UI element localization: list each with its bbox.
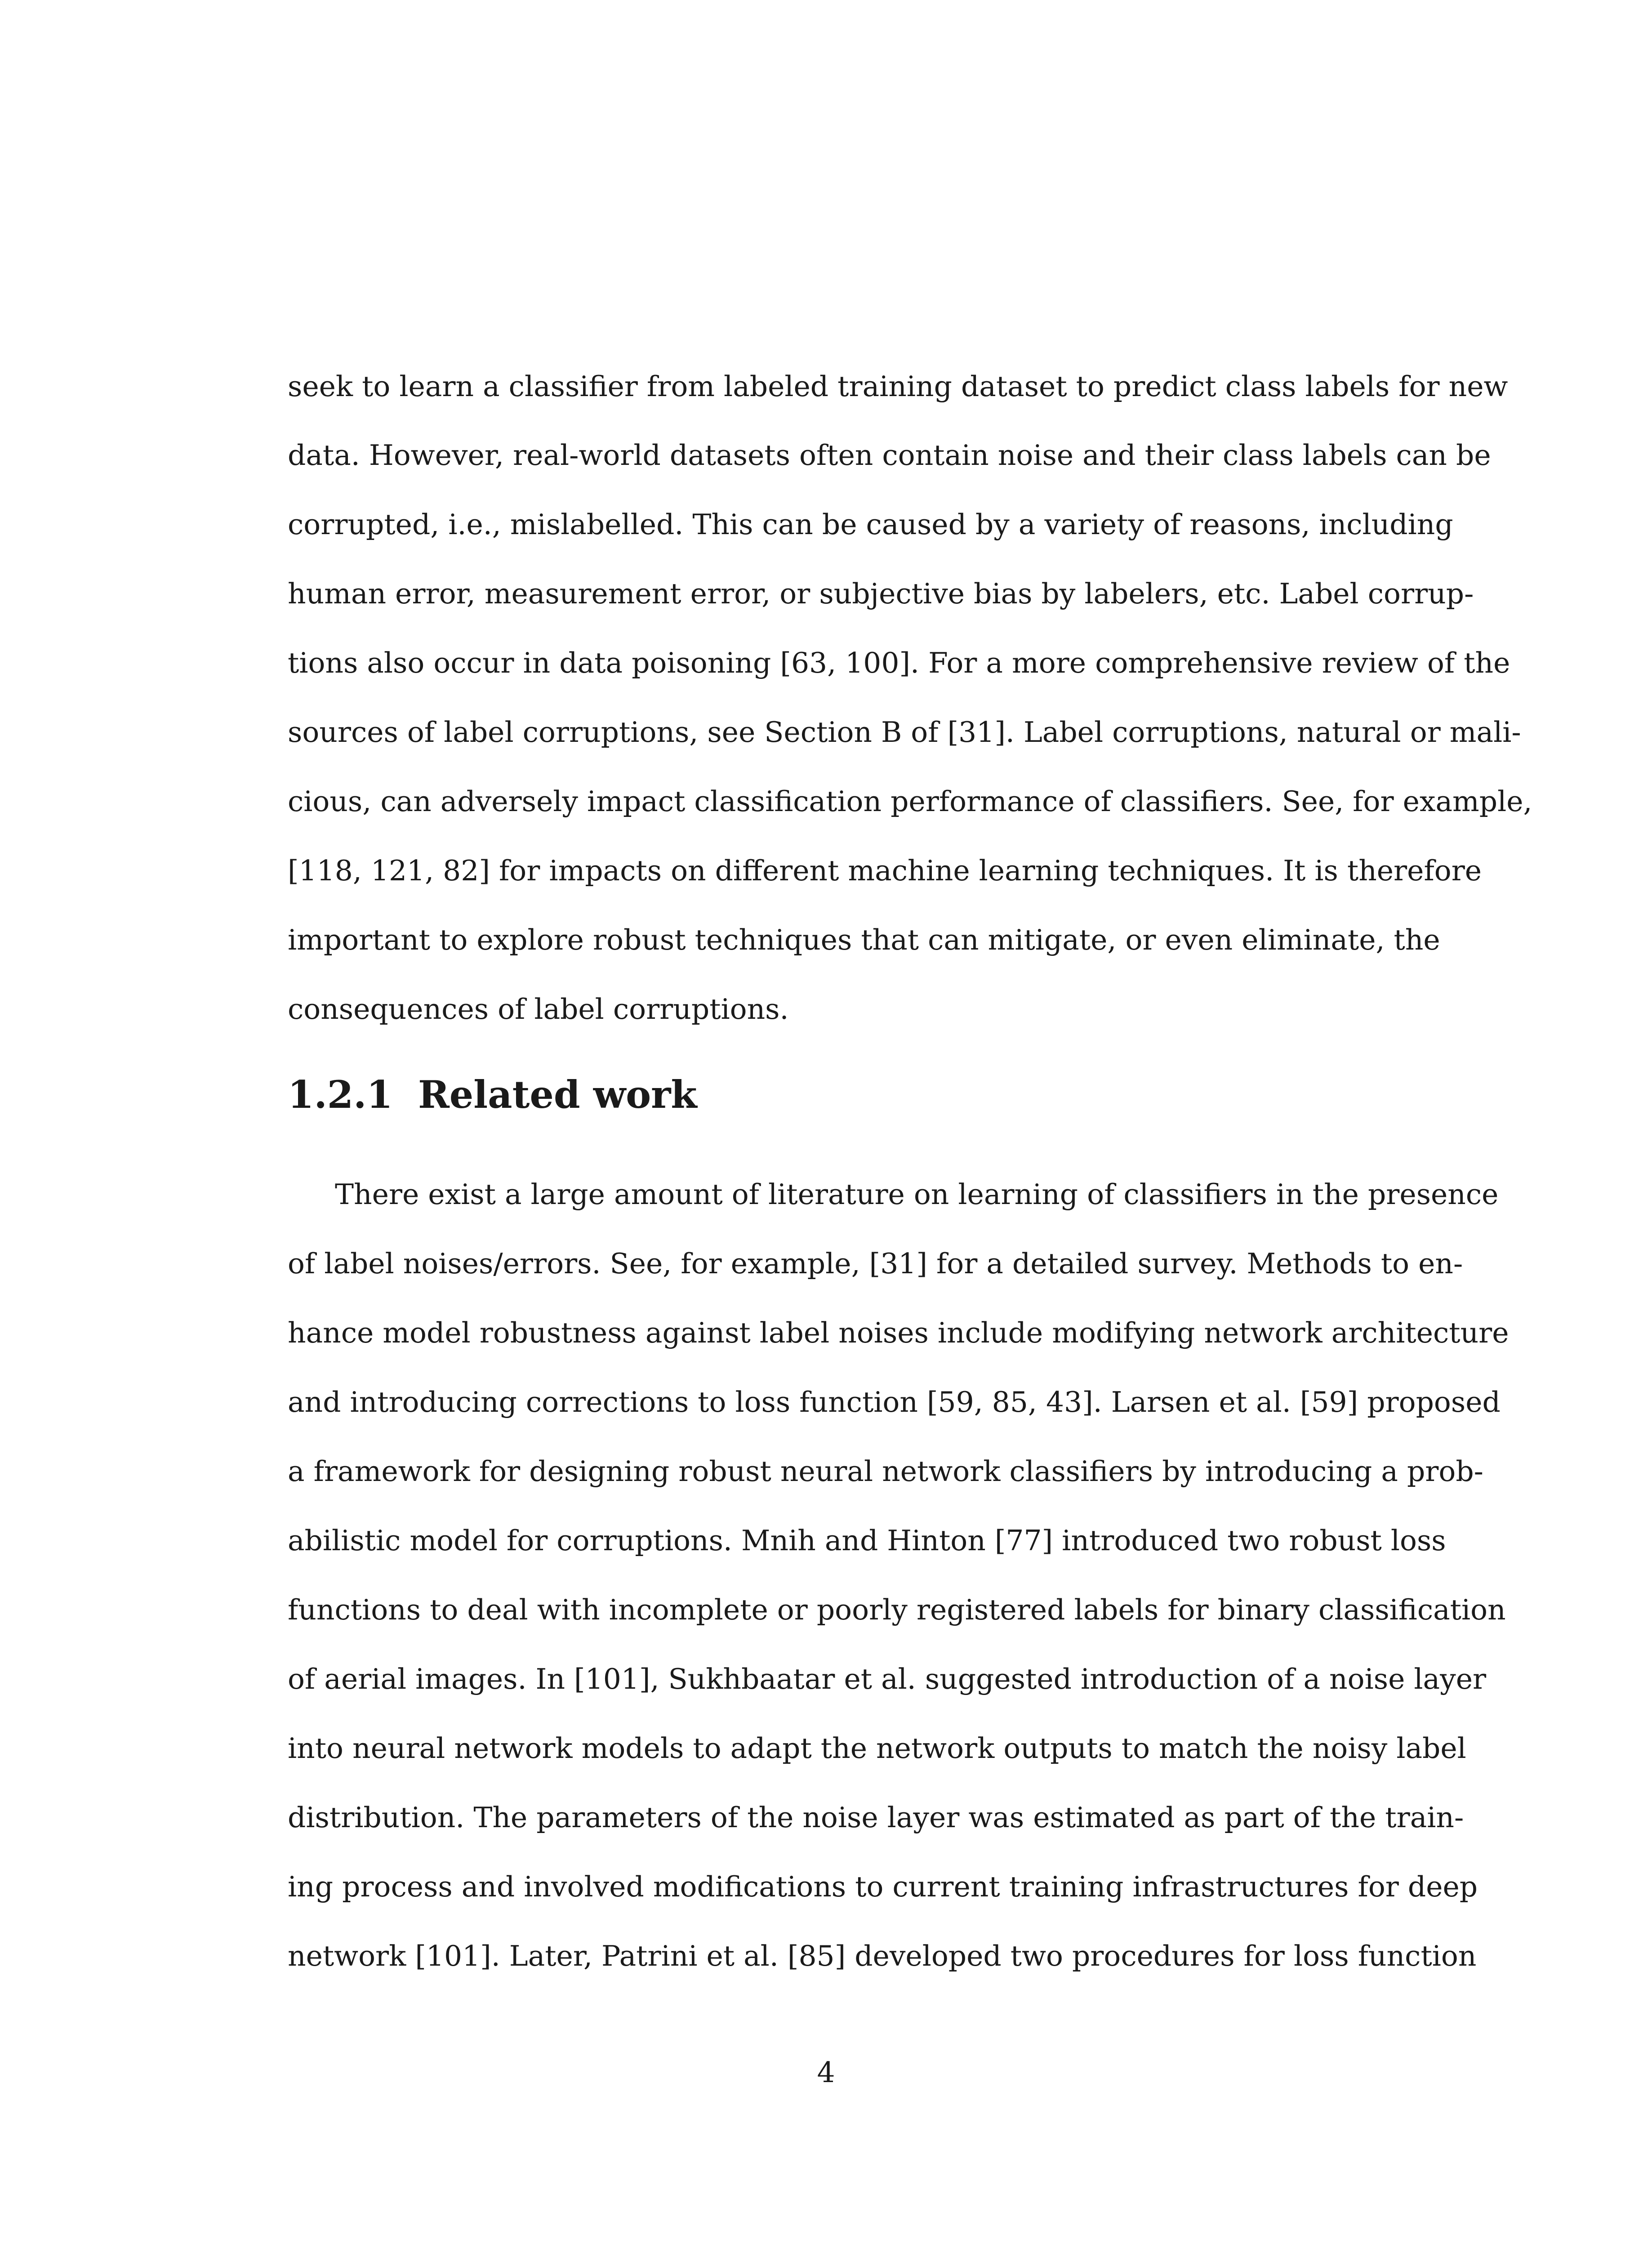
section-title: Related work (418, 1072, 697, 1117)
paragraph-2-line: ing process and involved modifications to current training infrastructures for deep (288, 1870, 1478, 1903)
paragraph-2-line: distribution. The parameters of the noise layer was estimated as part of the train- (288, 1801, 1464, 1834)
paragraph-2-line: network [101]. Later, Patrini et al. [85] developed two procedures for loss function (288, 1940, 1477, 1972)
paragraph-2-line: into neural network models to adapt the network outputs to match the noisy label (288, 1732, 1466, 1765)
paragraph-2-line: a framework for designing robust neural network classifiers by introducing a prob- (288, 1455, 1483, 1488)
page-number: 4 (817, 2056, 835, 2089)
section-number: 1.2.1 (288, 1072, 393, 1117)
paragraph-2-line: of label noises/errors. See, for example, [31] for a detailed survey. Methods to en- (288, 1247, 1463, 1280)
paragraph-1-line: important to explore robust techniques that can mitigate, or even eliminate, the (288, 923, 1440, 956)
paragraph-1-line: cious, can adversely impact classification performance of classifiers. See, for example, (288, 785, 1532, 818)
paragraph-2-line: hance model robustness against label noises include modifying network architecture (288, 1316, 1509, 1349)
paragraph-2-line: There exist a large amount of literature on learning of classifiers in the presence (335, 1178, 1499, 1211)
paragraph-2-line: of aerial images. In [101], Sukhbaatar et al. suggested introduction of a noise layer (288, 1663, 1487, 1695)
paragraph-1-line: tions also occur in data poisoning [63, 100]. For a more comprehensive review of the (288, 647, 1510, 679)
section-heading (288, 1070, 697, 1120)
paragraph-1-line: [118, 121, 82] for impacts on different machine learning techniques. It is therefore (288, 854, 1482, 887)
paragraph-1-line: sources of label corruptions, see Section B of [31]. Label corruptions, natural or mali- (288, 716, 1521, 749)
paragraph-2-line: abilistic model for corruptions. Mnih and Hinton [77] introduced two robust loss (288, 1524, 1446, 1557)
paragraph-1-line: seek to learn a classifier from labeled training dataset to predict class labels for new (288, 370, 1508, 403)
paragraph-1-line: consequences of label corruptions. (288, 993, 789, 1026)
paragraph-1-line: corrupted, i.e., mislabelled. This can be caused by a variety of reasons, including (288, 508, 1453, 541)
paragraph-1-line: human error, measurement error, or subjective bias by labelers, etc. Label corrup- (288, 577, 1474, 610)
paragraph-1-line: data. However, real-world datasets often contain noise and their class labels can be (288, 439, 1491, 472)
paragraph-2-line: and introducing corrections to loss function [59, 85, 43]. Larsen et al. [59] proposed (288, 1386, 1501, 1418)
paragraph-2-line: functions to deal with incomplete or poorly registered labels for binary classification (288, 1593, 1506, 1626)
